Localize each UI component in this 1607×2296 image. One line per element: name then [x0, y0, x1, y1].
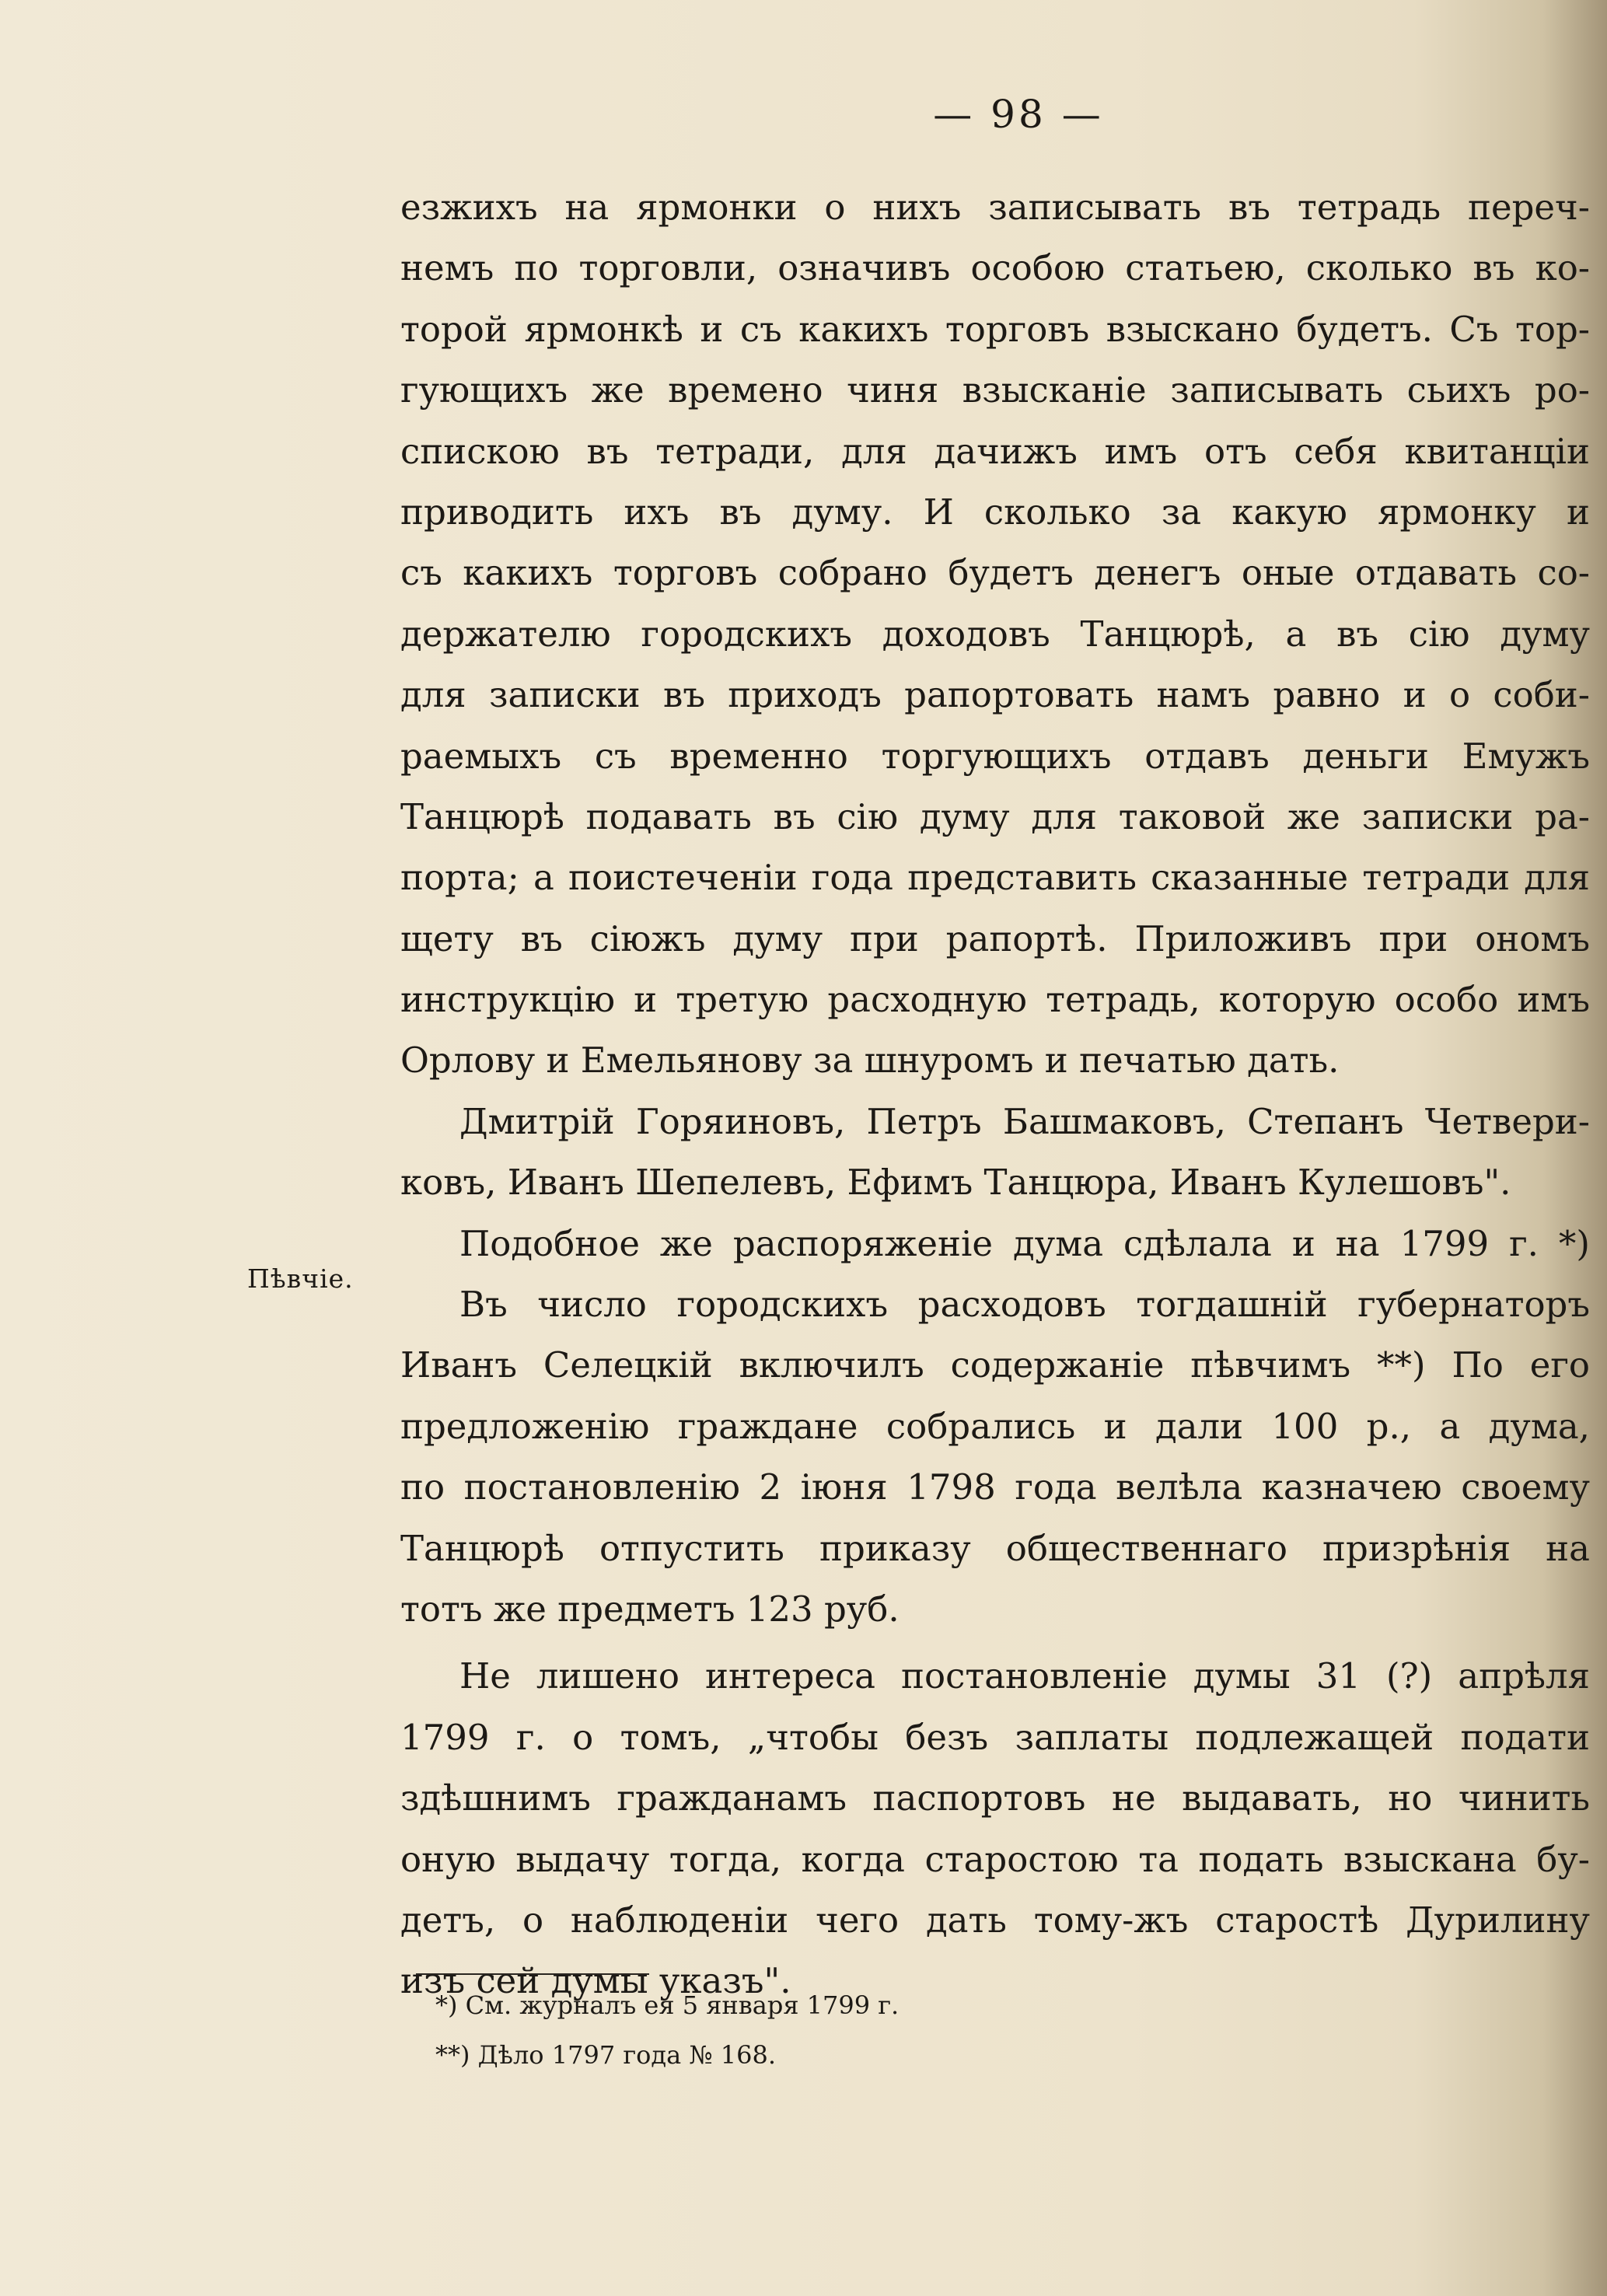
text-line: по постановленію 2 іюня 1798 года велѣла казначею своему: [400, 1466, 1590, 1508]
text-line: езжихъ на ярмонки о нихъ записывать въ тетрадь переч-: [400, 187, 1590, 228]
text-line: немъ по торговли, означивъ особою статьею, сколько въ ко-: [400, 247, 1590, 289]
paragraph-passports: [400, 1646, 1590, 2011]
paragraph-choir: [400, 1274, 1590, 1640]
text-line: Иванъ Селецкій включилъ содержаніе пѣвчимъ **) По его: [400, 1344, 1590, 1386]
text-line: тотъ же предметъ 123 руб.: [400, 1588, 900, 1630]
text-line: Дмитрій Горяиновъ, Петръ Башмаковъ, Степанъ Четвери-: [459, 1100, 1590, 1142]
text-line: приводить ихъ въ думу. И сколько за какую ярмонку и: [400, 491, 1590, 533]
text-line: 1799 г. о томъ, „чтобы безъ заплаты подлежащей подати: [400, 1716, 1590, 1758]
text-line: торой ярмонкѣ и съ какихъ торговъ взыскано будетъ. Съ тор-: [400, 308, 1590, 350]
text-line: Орлову и Емельянову за шнуромъ и печатью дать.: [400, 1040, 1340, 1082]
text-line: порта; а поистеченіи года представить сказанные тетради для: [400, 857, 1590, 899]
text-line: гующихъ же времено чиня взысканіе записывать сьихъ ро-: [400, 369, 1590, 411]
text-line: Танцюрѣ подавать въ сію думу для таковой же записки ра-: [400, 795, 1590, 837]
text-line: раемыхъ съ временно торгующихъ отдавъ деньги Емужъ: [400, 735, 1590, 777]
footnote: *) См. журналъ ея 5 января 1799 г.: [435, 1990, 900, 2020]
text-line: детъ, о наблюденіи чего дать тому-жъ старостѣ Дурилину: [400, 1899, 1590, 1941]
margin-note: Пѣвчіе.: [247, 1263, 354, 1294]
text-line: предложенію граждане собрались и дали 100 р., а дума,: [400, 1405, 1590, 1447]
footnote-divider: [416, 1973, 649, 1975]
text-line: для записки въ приходъ рапортовать намъ равно и о соби-: [400, 674, 1590, 716]
paragraph-signatures: [400, 1092, 1590, 1214]
text-line: здѣшнимъ гражданамъ паспортовъ не выдавать, но чинить: [400, 1777, 1590, 1819]
paragraph-3: [400, 1214, 1590, 1274]
text-line: оную выдачу тогда, когда старостою та подать взыскана бу-: [400, 1838, 1590, 1880]
text-line: Въ число городскихъ расходовъ тогдашній губернаторъ: [459, 1284, 1590, 1326]
body-text: [400, 177, 1590, 2012]
footnote: **) Дѣло 1797 года № 168.: [435, 2040, 777, 2070]
paragraph-1: [400, 177, 1590, 1092]
text-line: изъ сей думы указъ".: [400, 1960, 791, 2002]
text-line: съ какихъ торговъ собрано будетъ денегъ оные отдавать со-: [400, 552, 1590, 594]
text-line: ковъ, Иванъ Шепелевъ, Ефимъ Танцюра, Иванъ Кулешовъ".: [400, 1162, 1511, 1204]
text-line: Танцюрѣ отпустить приказу общественнаго призрѣнія на: [400, 1527, 1590, 1569]
page-number: — 98 —: [933, 92, 1104, 137]
text-line: спискою въ тетради, для дачижъ имъ отъ себя квитанціи: [400, 430, 1590, 472]
text-line: держателю городскихъ доходовъ Танцюрѣ, а въ сію думу: [400, 613, 1590, 655]
text-line: Подобное же распоряженіе дума сдѣлала и на 1799 г. *): [459, 1222, 1590, 1264]
text-line: Не лишено интереса постановленіе думы 31 (?) апрѣля: [459, 1655, 1590, 1697]
text-line: щету въ сіюжъ думу при рапортѣ. Приложивъ при ономъ: [400, 917, 1590, 959]
text-line: инструкцію и третую расходную тетрадь, которую особо имъ: [400, 979, 1590, 1021]
